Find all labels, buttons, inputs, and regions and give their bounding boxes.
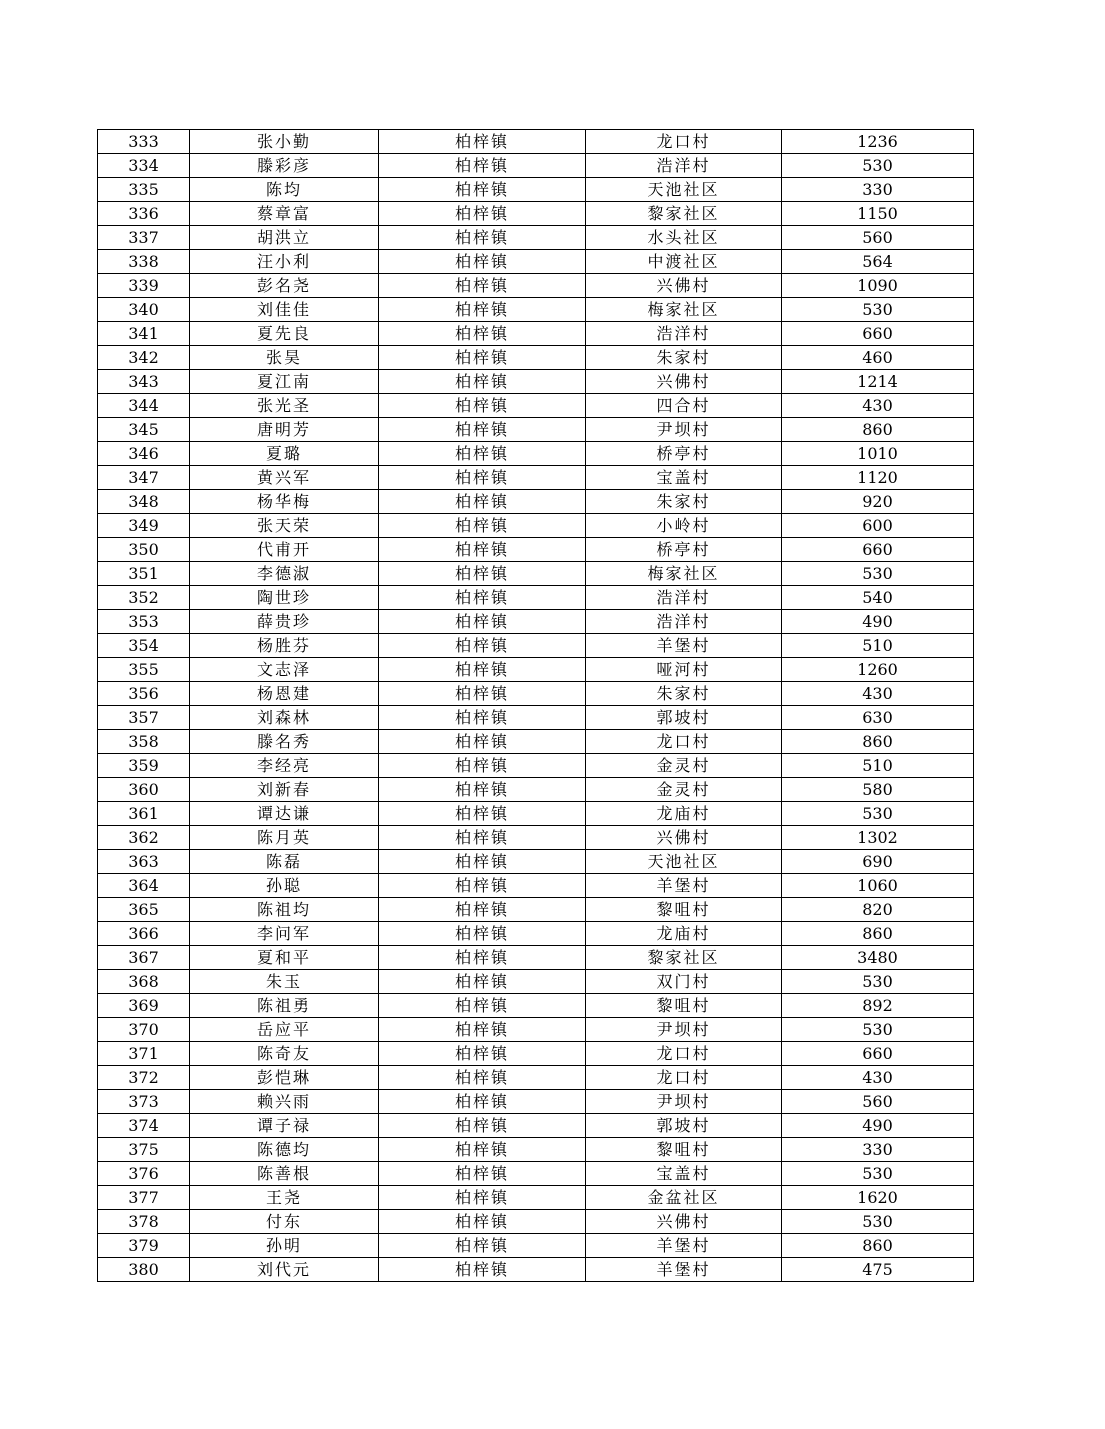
- amount-cell: 460: [782, 346, 974, 370]
- town-cell: 柏梓镇: [379, 682, 586, 706]
- row-number-cell: 380: [98, 1258, 190, 1282]
- amount-cell: 330: [782, 1138, 974, 1162]
- table-row: [98, 466, 974, 490]
- village-cell: 兴佛村: [586, 1210, 782, 1234]
- row-number-cell: 375: [98, 1138, 190, 1162]
- name-cell: 黄兴军: [190, 466, 379, 490]
- amount-cell: 564: [782, 250, 974, 274]
- name-cell: 陈祖均: [190, 898, 379, 922]
- name-cell: 彭名尧: [190, 274, 379, 298]
- name-cell: 夏先良: [190, 322, 379, 346]
- row-number-cell: 359: [98, 754, 190, 778]
- town-cell: 柏梓镇: [379, 370, 586, 394]
- town-cell: 柏梓镇: [379, 322, 586, 346]
- town-cell: 柏梓镇: [379, 1186, 586, 1210]
- row-number-cell: 369: [98, 994, 190, 1018]
- town-cell: 柏梓镇: [379, 1018, 586, 1042]
- table-row: [98, 490, 974, 514]
- name-cell: 夏璐: [190, 442, 379, 466]
- town-cell: 柏梓镇: [379, 1210, 586, 1234]
- row-number-cell: 360: [98, 778, 190, 802]
- amount-cell: 580: [782, 778, 974, 802]
- village-cell: 天池社区: [586, 178, 782, 202]
- name-cell: 陈善根: [190, 1162, 379, 1186]
- table-row: [98, 850, 974, 874]
- village-cell: 黎咀村: [586, 994, 782, 1018]
- town-cell: 柏梓镇: [379, 850, 586, 874]
- town-cell: 柏梓镇: [379, 634, 586, 658]
- name-cell: 张昊: [190, 346, 379, 370]
- table-row: [98, 442, 974, 466]
- amount-cell: 660: [782, 538, 974, 562]
- village-cell: 桥亭村: [586, 442, 782, 466]
- name-cell: 谭达谦: [190, 802, 379, 826]
- town-cell: 柏梓镇: [379, 538, 586, 562]
- village-cell: 水头社区: [586, 226, 782, 250]
- row-number-cell: 357: [98, 706, 190, 730]
- town-cell: 柏梓镇: [379, 346, 586, 370]
- row-number-cell: 373: [98, 1090, 190, 1114]
- town-cell: 柏梓镇: [379, 586, 586, 610]
- amount-cell: 3480: [782, 946, 974, 970]
- row-number-cell: 365: [98, 898, 190, 922]
- row-number-cell: 361: [98, 802, 190, 826]
- row-number-cell: 349: [98, 514, 190, 538]
- table-row: [98, 538, 974, 562]
- village-cell: 兴佛村: [586, 274, 782, 298]
- town-cell: 柏梓镇: [379, 922, 586, 946]
- village-cell: 浩洋村: [586, 610, 782, 634]
- table-row: [98, 682, 974, 706]
- name-cell: 王尧: [190, 1186, 379, 1210]
- row-number-cell: 367: [98, 946, 190, 970]
- table-row: [98, 346, 974, 370]
- town-cell: 柏梓镇: [379, 1258, 586, 1282]
- table-row: [98, 1138, 974, 1162]
- name-cell: 刘新春: [190, 778, 379, 802]
- amount-cell: 1010: [782, 442, 974, 466]
- amount-cell: 560: [782, 226, 974, 250]
- amount-cell: 540: [782, 586, 974, 610]
- name-cell: 陈祖勇: [190, 994, 379, 1018]
- name-cell: 李问军: [190, 922, 379, 946]
- row-number-cell: 374: [98, 1114, 190, 1138]
- village-cell: 龙口村: [586, 730, 782, 754]
- table-row: [98, 394, 974, 418]
- town-cell: 柏梓镇: [379, 802, 586, 826]
- amount-cell: 600: [782, 514, 974, 538]
- row-number-cell: 364: [98, 874, 190, 898]
- amount-cell: 1260: [782, 658, 974, 682]
- name-cell: 刘代元: [190, 1258, 379, 1282]
- town-cell: 柏梓镇: [379, 298, 586, 322]
- row-number-cell: 353: [98, 610, 190, 634]
- town-cell: 柏梓镇: [379, 514, 586, 538]
- table-row: [98, 802, 974, 826]
- town-cell: 柏梓镇: [379, 730, 586, 754]
- village-cell: 羊堡村: [586, 1258, 782, 1282]
- town-cell: 柏梓镇: [379, 658, 586, 682]
- table-row: [98, 130, 974, 154]
- amount-cell: 560: [782, 1090, 974, 1114]
- table-row: [98, 562, 974, 586]
- row-number-cell: 358: [98, 730, 190, 754]
- roster-table: [97, 129, 974, 1282]
- table-row: [98, 586, 974, 610]
- row-number-cell: 366: [98, 922, 190, 946]
- row-number-cell: 347: [98, 466, 190, 490]
- name-cell: 张光圣: [190, 394, 379, 418]
- table-row: [98, 1186, 974, 1210]
- table-row: [98, 1018, 974, 1042]
- amount-cell: 630: [782, 706, 974, 730]
- table-row: [98, 1114, 974, 1138]
- row-number-cell: 336: [98, 202, 190, 226]
- amount-cell: 530: [782, 1162, 974, 1186]
- town-cell: 柏梓镇: [379, 610, 586, 634]
- town-cell: 柏梓镇: [379, 178, 586, 202]
- village-cell: 兴佛村: [586, 826, 782, 850]
- row-number-cell: 334: [98, 154, 190, 178]
- row-number-cell: 377: [98, 1186, 190, 1210]
- village-cell: 浩洋村: [586, 154, 782, 178]
- table-row: [98, 730, 974, 754]
- row-number-cell: 345: [98, 418, 190, 442]
- table-row: [98, 898, 974, 922]
- name-cell: 彭恺琳: [190, 1066, 379, 1090]
- name-cell: 滕名秀: [190, 730, 379, 754]
- table-row: [98, 754, 974, 778]
- amount-cell: 1302: [782, 826, 974, 850]
- town-cell: 柏梓镇: [379, 754, 586, 778]
- table-row: [98, 706, 974, 730]
- name-cell: 张小勤: [190, 130, 379, 154]
- village-cell: 郭坡村: [586, 1114, 782, 1138]
- name-cell: 文志泽: [190, 658, 379, 682]
- row-number-cell: 354: [98, 634, 190, 658]
- village-cell: 龙庙村: [586, 922, 782, 946]
- amount-cell: 660: [782, 322, 974, 346]
- amount-cell: 530: [782, 1210, 974, 1234]
- name-cell: 李经亮: [190, 754, 379, 778]
- name-cell: 夏和平: [190, 946, 379, 970]
- amount-cell: 820: [782, 898, 974, 922]
- amount-cell: 490: [782, 1114, 974, 1138]
- name-cell: 刘佳佳: [190, 298, 379, 322]
- village-cell: 龙口村: [586, 1042, 782, 1066]
- amount-cell: 860: [782, 922, 974, 946]
- town-cell: 柏梓镇: [379, 1114, 586, 1138]
- row-number-cell: 348: [98, 490, 190, 514]
- amount-cell: 530: [782, 802, 974, 826]
- town-cell: 柏梓镇: [379, 946, 586, 970]
- row-number-cell: 356: [98, 682, 190, 706]
- village-cell: 四合村: [586, 394, 782, 418]
- village-cell: 金灵村: [586, 778, 782, 802]
- town-cell: 柏梓镇: [379, 490, 586, 514]
- village-cell: 小岭村: [586, 514, 782, 538]
- row-number-cell: 340: [98, 298, 190, 322]
- amount-cell: 660: [782, 1042, 974, 1066]
- name-cell: 朱玉: [190, 970, 379, 994]
- row-number-cell: 337: [98, 226, 190, 250]
- table-row: [98, 634, 974, 658]
- town-cell: 柏梓镇: [379, 1090, 586, 1114]
- town-cell: 柏梓镇: [379, 970, 586, 994]
- town-cell: 柏梓镇: [379, 154, 586, 178]
- amount-cell: 1090: [782, 274, 974, 298]
- row-number-cell: 341: [98, 322, 190, 346]
- table-row: [98, 514, 974, 538]
- amount-cell: 860: [782, 730, 974, 754]
- name-cell: 孙明: [190, 1234, 379, 1258]
- town-cell: 柏梓镇: [379, 274, 586, 298]
- name-cell: 蔡章富: [190, 202, 379, 226]
- row-number-cell: 344: [98, 394, 190, 418]
- name-cell: 陈均: [190, 178, 379, 202]
- town-cell: 柏梓镇: [379, 130, 586, 154]
- table-row: [98, 1210, 974, 1234]
- town-cell: 柏梓镇: [379, 418, 586, 442]
- town-cell: 柏梓镇: [379, 202, 586, 226]
- name-cell: 陈奇友: [190, 1042, 379, 1066]
- village-cell: 哑河村: [586, 658, 782, 682]
- table-row: [98, 250, 974, 274]
- table-row: [98, 1066, 974, 1090]
- village-cell: 梅家社区: [586, 298, 782, 322]
- table-row: [98, 946, 974, 970]
- amount-cell: 530: [782, 154, 974, 178]
- table-row: [98, 418, 974, 442]
- town-cell: 柏梓镇: [379, 826, 586, 850]
- village-cell: 黎家社区: [586, 946, 782, 970]
- village-cell: 天池社区: [586, 850, 782, 874]
- row-number-cell: 351: [98, 562, 190, 586]
- table-row: [98, 370, 974, 394]
- name-cell: 唐明芳: [190, 418, 379, 442]
- village-cell: 尹坝村: [586, 418, 782, 442]
- row-number-cell: 338: [98, 250, 190, 274]
- amount-cell: 530: [782, 970, 974, 994]
- table-row: [98, 226, 974, 250]
- amount-cell: 1150: [782, 202, 974, 226]
- name-cell: 胡洪立: [190, 226, 379, 250]
- village-cell: 金盆社区: [586, 1186, 782, 1210]
- amount-cell: 1236: [782, 130, 974, 154]
- town-cell: 柏梓镇: [379, 442, 586, 466]
- name-cell: 谭子禄: [190, 1114, 379, 1138]
- town-cell: 柏梓镇: [379, 1066, 586, 1090]
- table-row: [98, 994, 974, 1018]
- town-cell: 柏梓镇: [379, 994, 586, 1018]
- village-cell: 黎家社区: [586, 202, 782, 226]
- name-cell: 代甫开: [190, 538, 379, 562]
- amount-cell: 920: [782, 490, 974, 514]
- amount-cell: 475: [782, 1258, 974, 1282]
- village-cell: 双门村: [586, 970, 782, 994]
- amount-cell: 860: [782, 1234, 974, 1258]
- name-cell: 陈月英: [190, 826, 379, 850]
- amount-cell: 430: [782, 1066, 974, 1090]
- table-row: [98, 1162, 974, 1186]
- village-cell: 朱家村: [586, 346, 782, 370]
- table-row: [98, 658, 974, 682]
- amount-cell: 860: [782, 418, 974, 442]
- table-row: [98, 970, 974, 994]
- table-row: [98, 826, 974, 850]
- village-cell: 龙口村: [586, 130, 782, 154]
- row-number-cell: 346: [98, 442, 190, 466]
- row-number-cell: 378: [98, 1210, 190, 1234]
- table-row: [98, 1258, 974, 1282]
- name-cell: 刘森林: [190, 706, 379, 730]
- table-row: [98, 298, 974, 322]
- name-cell: 夏江南: [190, 370, 379, 394]
- village-cell: 朱家村: [586, 490, 782, 514]
- table-row: [98, 274, 974, 298]
- table-row: [98, 1234, 974, 1258]
- name-cell: 张天荣: [190, 514, 379, 538]
- town-cell: 柏梓镇: [379, 562, 586, 586]
- village-cell: 梅家社区: [586, 562, 782, 586]
- village-cell: 羊堡村: [586, 874, 782, 898]
- amount-cell: 1620: [782, 1186, 974, 1210]
- village-cell: 浩洋村: [586, 322, 782, 346]
- village-cell: 金灵村: [586, 754, 782, 778]
- table-row: [98, 322, 974, 346]
- name-cell: 杨恩建: [190, 682, 379, 706]
- village-cell: 桥亭村: [586, 538, 782, 562]
- town-cell: 柏梓镇: [379, 1138, 586, 1162]
- amount-cell: 490: [782, 610, 974, 634]
- amount-cell: 892: [782, 994, 974, 1018]
- amount-cell: 530: [782, 1018, 974, 1042]
- village-cell: 羊堡村: [586, 1234, 782, 1258]
- table-row: [98, 178, 974, 202]
- name-cell: 陶世珍: [190, 586, 379, 610]
- town-cell: 柏梓镇: [379, 1162, 586, 1186]
- village-cell: 黎咀村: [586, 898, 782, 922]
- table-row: [98, 610, 974, 634]
- row-number-cell: 362: [98, 826, 190, 850]
- row-number-cell: 370: [98, 1018, 190, 1042]
- row-number-cell: 376: [98, 1162, 190, 1186]
- village-cell: 兴佛村: [586, 370, 782, 394]
- name-cell: 薛贵珍: [190, 610, 379, 634]
- row-number-cell: 342: [98, 346, 190, 370]
- town-cell: 柏梓镇: [379, 898, 586, 922]
- village-cell: 郭坡村: [586, 706, 782, 730]
- row-number-cell: 333: [98, 130, 190, 154]
- town-cell: 柏梓镇: [379, 874, 586, 898]
- row-number-cell: 363: [98, 850, 190, 874]
- amount-cell: 510: [782, 634, 974, 658]
- name-cell: 李德淑: [190, 562, 379, 586]
- village-cell: 宝盖村: [586, 1162, 782, 1186]
- row-number-cell: 355: [98, 658, 190, 682]
- amount-cell: 690: [782, 850, 974, 874]
- row-number-cell: 352: [98, 586, 190, 610]
- town-cell: 柏梓镇: [379, 1234, 586, 1258]
- amount-cell: 1120: [782, 466, 974, 490]
- name-cell: 杨华梅: [190, 490, 379, 514]
- village-cell: 中渡社区: [586, 250, 782, 274]
- name-cell: 滕彩彦: [190, 154, 379, 178]
- village-cell: 朱家村: [586, 682, 782, 706]
- amount-cell: 510: [782, 754, 974, 778]
- village-cell: 黎咀村: [586, 1138, 782, 1162]
- amount-cell: 430: [782, 682, 974, 706]
- amount-cell: 430: [782, 394, 974, 418]
- village-cell: 宝盖村: [586, 466, 782, 490]
- roster-table-body: [98, 130, 974, 1282]
- name-cell: 杨胜芬: [190, 634, 379, 658]
- table-row: [98, 202, 974, 226]
- town-cell: 柏梓镇: [379, 778, 586, 802]
- town-cell: 柏梓镇: [379, 250, 586, 274]
- row-number-cell: 379: [98, 1234, 190, 1258]
- town-cell: 柏梓镇: [379, 706, 586, 730]
- name-cell: 付东: [190, 1210, 379, 1234]
- village-cell: 龙庙村: [586, 802, 782, 826]
- row-number-cell: 371: [98, 1042, 190, 1066]
- town-cell: 柏梓镇: [379, 226, 586, 250]
- amount-cell: 1060: [782, 874, 974, 898]
- village-cell: 浩洋村: [586, 586, 782, 610]
- village-cell: 羊堡村: [586, 634, 782, 658]
- row-number-cell: 372: [98, 1066, 190, 1090]
- table-row: [98, 1090, 974, 1114]
- village-cell: 尹坝村: [586, 1018, 782, 1042]
- row-number-cell: 350: [98, 538, 190, 562]
- town-cell: 柏梓镇: [379, 1042, 586, 1066]
- table-row: [98, 922, 974, 946]
- name-cell: 孙聪: [190, 874, 379, 898]
- table-row: [98, 874, 974, 898]
- table-row: [98, 778, 974, 802]
- amount-cell: 1214: [782, 370, 974, 394]
- village-cell: 龙口村: [586, 1066, 782, 1090]
- table-row: [98, 1042, 974, 1066]
- name-cell: 赖兴雨: [190, 1090, 379, 1114]
- town-cell: 柏梓镇: [379, 394, 586, 418]
- village-cell: 尹坝村: [586, 1090, 782, 1114]
- name-cell: 岳应平: [190, 1018, 379, 1042]
- name-cell: 陈磊: [190, 850, 379, 874]
- town-cell: 柏梓镇: [379, 466, 586, 490]
- row-number-cell: 343: [98, 370, 190, 394]
- row-number-cell: 339: [98, 274, 190, 298]
- table-row: [98, 154, 974, 178]
- amount-cell: 330: [782, 178, 974, 202]
- name-cell: 陈德均: [190, 1138, 379, 1162]
- amount-cell: 530: [782, 562, 974, 586]
- name-cell: 汪小利: [190, 250, 379, 274]
- amount-cell: 530: [782, 298, 974, 322]
- row-number-cell: 335: [98, 178, 190, 202]
- row-number-cell: 368: [98, 970, 190, 994]
